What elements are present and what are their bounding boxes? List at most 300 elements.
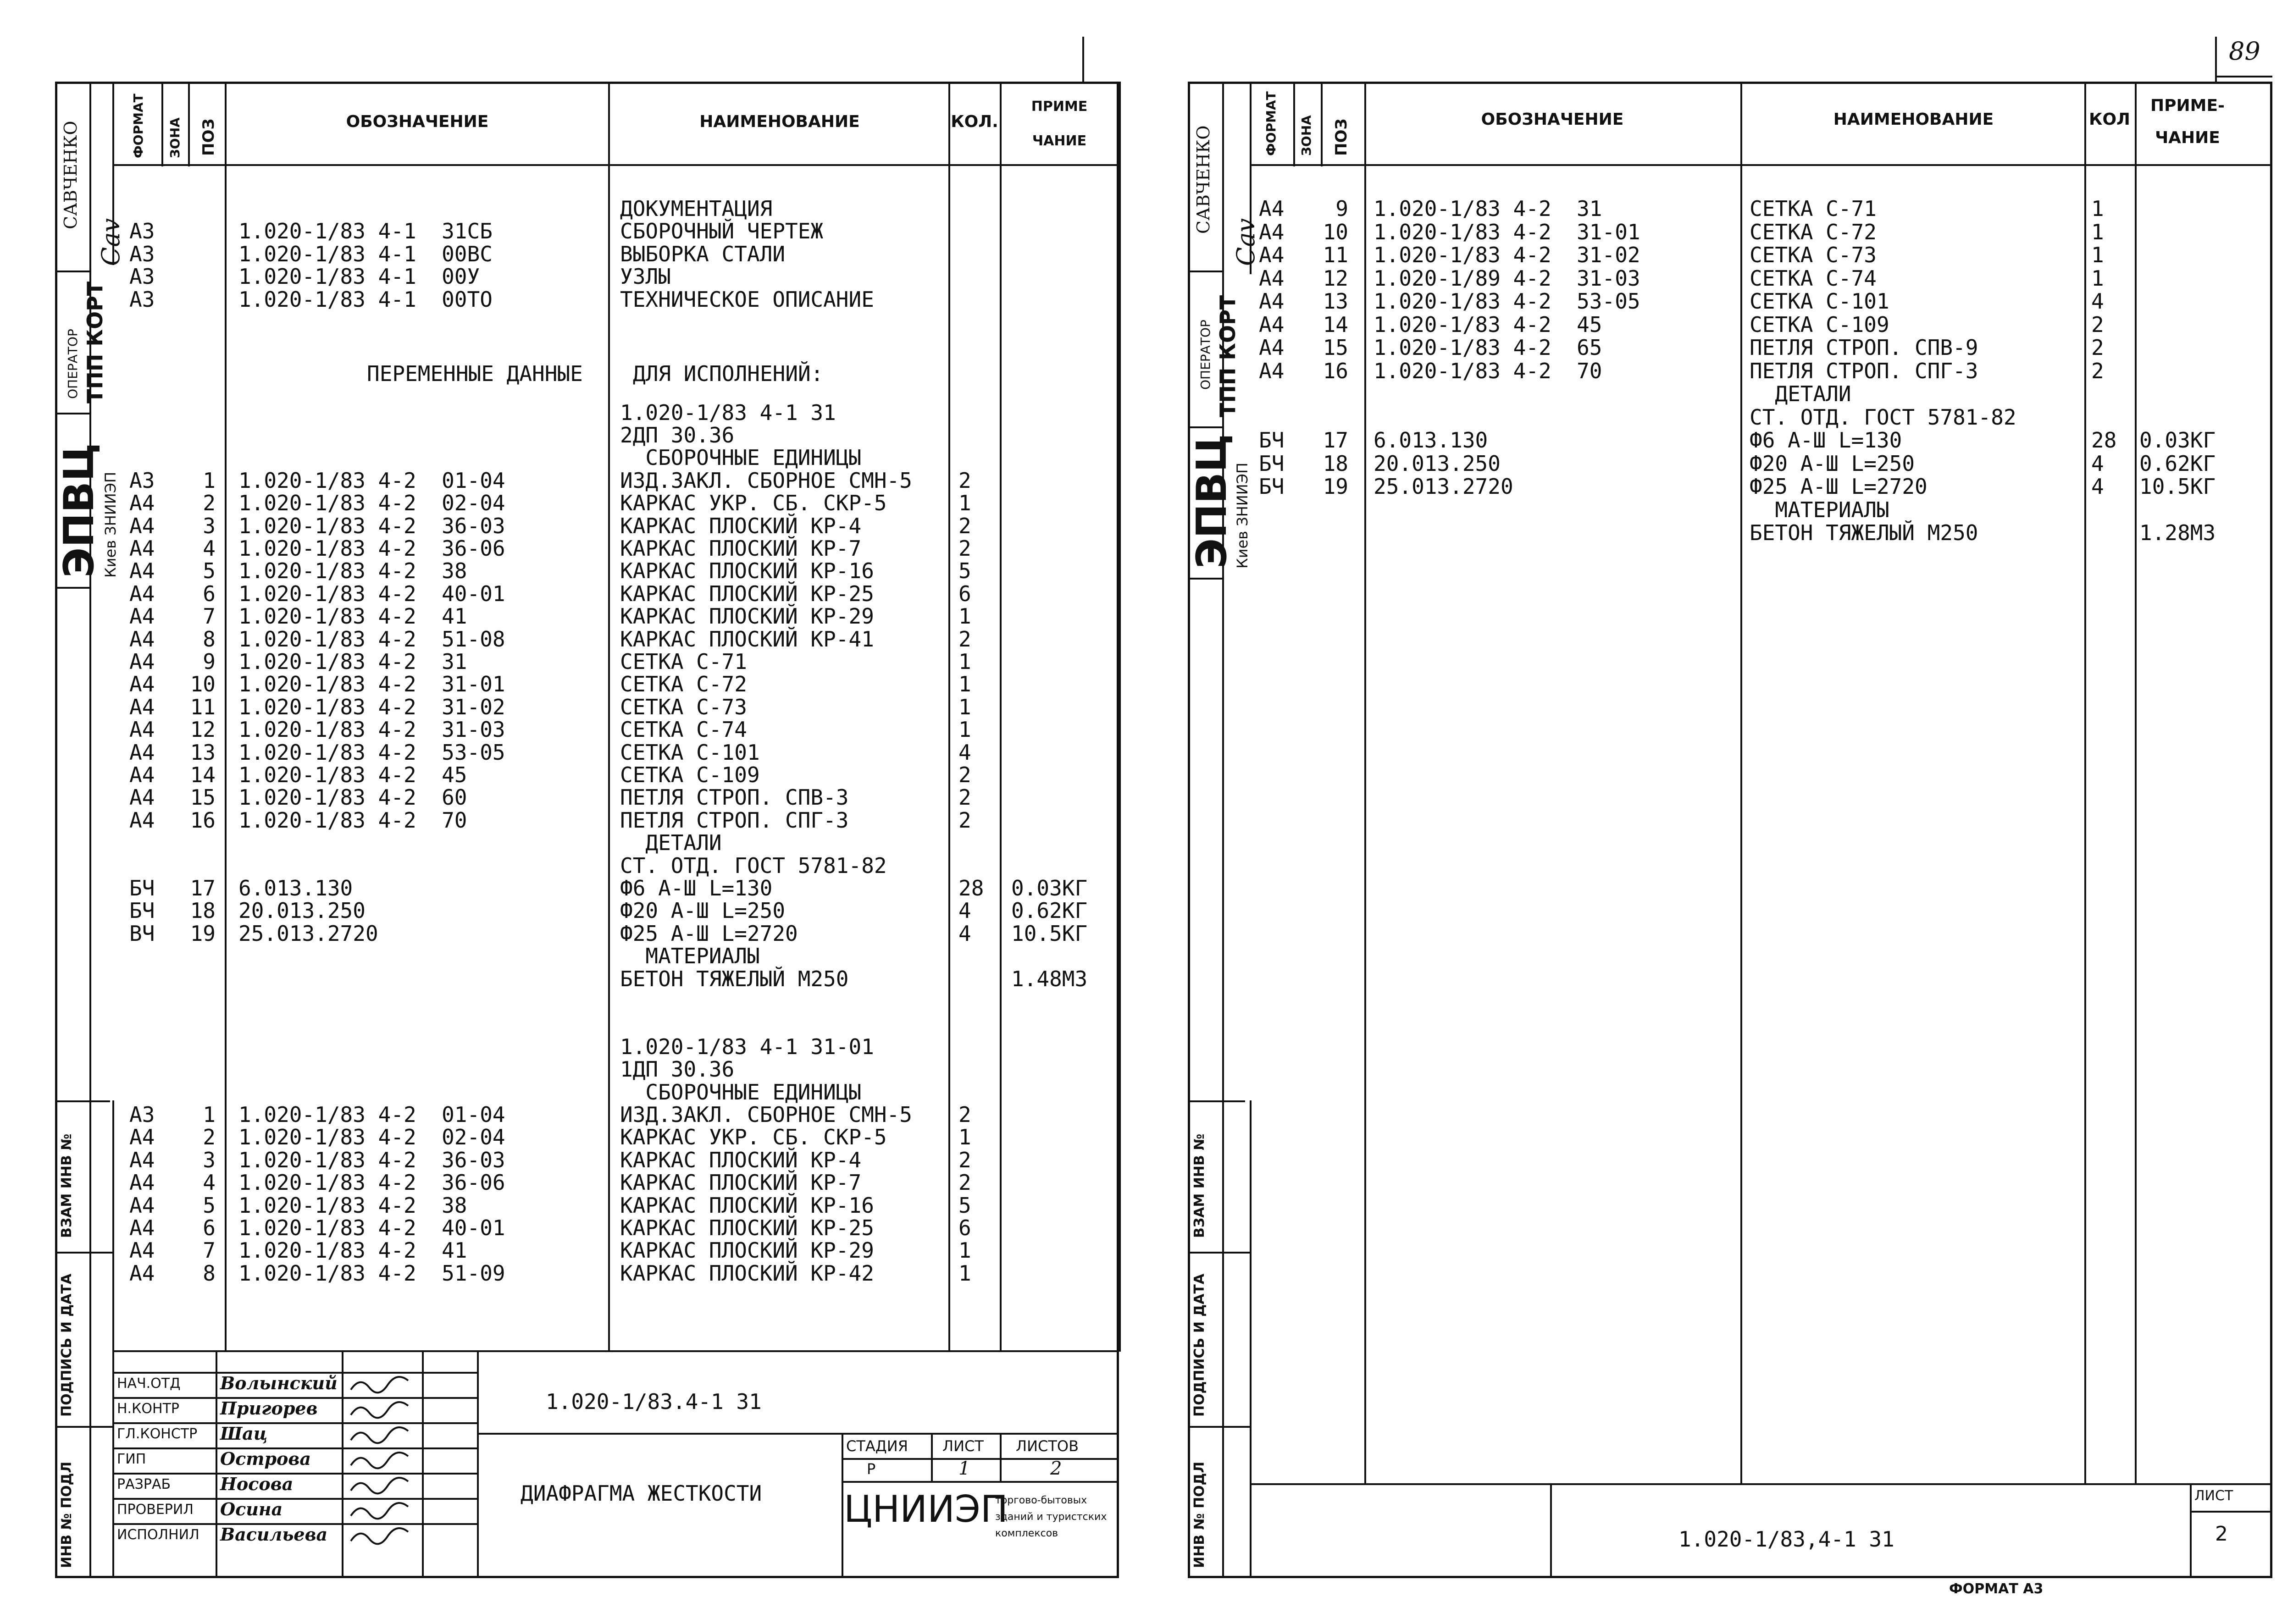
- row-qty: 2: [958, 536, 971, 561]
- row-qty: 28: [2091, 428, 2117, 453]
- footer-format: ФОРМАТ А3: [1949, 1581, 2044, 1597]
- stamp-tpp: ТПП КОРТ: [83, 281, 107, 403]
- tb-signature: [349, 1500, 413, 1523]
- row-pos: 7: [203, 1238, 216, 1263]
- row-format: А4: [129, 672, 155, 696]
- col-line: [948, 82, 950, 1352]
- row-format: А4: [1259, 196, 1285, 221]
- row-format: А4: [1259, 266, 1285, 291]
- page-number: 89: [2229, 37, 2260, 66]
- row-format: А4: [129, 740, 155, 765]
- row-qty: 28: [958, 876, 984, 900]
- row-pos: 19: [190, 921, 216, 946]
- row-pos: 1: [203, 468, 216, 493]
- row-pos: 17: [1323, 428, 1348, 453]
- tb-name: Острова: [220, 1448, 311, 1469]
- row-name: СБОРОЧНЫЕ ЕДИНИЦЫ: [620, 445, 862, 470]
- col-line: [2135, 82, 2137, 1485]
- row-pos: 16: [1323, 359, 1348, 383]
- tb-role: ИСПОЛНИЛ: [117, 1527, 199, 1543]
- row-name: ИЗД.ЗАКЛ. СБОРНОЕ СМН-5: [620, 1102, 912, 1127]
- tb-line: [842, 1481, 1119, 1483]
- right-side-line: [1188, 1252, 1250, 1254]
- row-format: А4: [129, 717, 155, 742]
- row-qty: 1: [2091, 220, 2104, 244]
- row-designation: 1.020-1/83 4-2 38: [238, 558, 467, 583]
- hdr-poz: ПОЗ: [1332, 118, 1351, 156]
- tb-name: Осина: [220, 1499, 283, 1519]
- row-pos: 18: [190, 898, 216, 923]
- row-name: Ф6 А-Ш L=130: [1750, 428, 1902, 453]
- row-name: СБОРОЧНЫЕ ЕДИНИЦЫ: [620, 1080, 862, 1105]
- row-qty: 4: [958, 921, 971, 946]
- hdr-format: ФОРМАТ: [131, 94, 146, 158]
- row-name: СБОРОЧНЫЙ ЧЕРТЕЖ: [620, 219, 824, 243]
- row-format: А4: [129, 558, 155, 583]
- row-designation: 1.020-1/83 4-2 70: [238, 808, 467, 833]
- row-pos: 3: [203, 1148, 216, 1172]
- hdr-note2: ЧАНИЕ: [2155, 128, 2220, 147]
- row-qty: 5: [958, 1193, 971, 1218]
- stamp-operator: ОПЕРАТОР: [1198, 320, 1213, 390]
- row-name: СЕТКА С-101: [1750, 289, 1889, 314]
- right-side-line: [1188, 1100, 1245, 1102]
- row-name: КАРКАС ПЛОСКИЙ КР-41: [620, 627, 874, 652]
- tb-role: ГЛ.КОНСТР: [117, 1426, 198, 1442]
- tb-line: [477, 1350, 479, 1578]
- row-pos: 9: [203, 649, 216, 674]
- variable-data-right: ДЛЯ ИСПОЛНЕНИЙ:: [633, 361, 824, 386]
- row-name: 1.020-1/83 4-1 31-01: [620, 1034, 874, 1059]
- row-format: А4: [129, 491, 155, 515]
- tb-line: [422, 1350, 424, 1578]
- row-format: БЧ: [129, 898, 155, 923]
- row-format: А4: [129, 1261, 155, 1286]
- tb-sheets: 2: [1050, 1458, 1062, 1479]
- row-designation: 1.020-1/83 4-2 53-05: [238, 740, 505, 765]
- row-format: А4: [1259, 335, 1285, 360]
- row-format: А4: [129, 695, 155, 719]
- right-top-line: [2215, 76, 2272, 77]
- row-format: ВЧ: [129, 921, 155, 946]
- row-format: А4: [1259, 359, 1285, 383]
- row-name: КАРКАС ПЛОСКИЙ КР-25: [620, 1215, 874, 1240]
- row-name: ИЗД.ЗАКЛ. СБОРНОЕ СМН-5: [620, 468, 912, 493]
- right-side-line: [1188, 1426, 1250, 1428]
- row-format: А3: [129, 1102, 155, 1127]
- row-note: 0.62КГ: [1011, 898, 1088, 923]
- row-designation: 1.020-1/83 4-2 36-06: [238, 536, 505, 561]
- row-name: СТ. ОТД. ГОСТ 5781-82: [620, 853, 887, 878]
- right-sheet-frame: [1188, 82, 2272, 1578]
- hdr-poz: ПОЗ: [199, 118, 218, 156]
- row-name: ПЕТЛЯ СТРОП. СПВ-9: [1750, 335, 1978, 360]
- tb-stage-label: СТАДИЯ: [846, 1437, 908, 1455]
- variable-data-left: ПЕРЕМЕННЫЕ ДАННЫЕ: [367, 361, 583, 386]
- row-designation: 1.020-1/83 4-2 36-03: [238, 1148, 505, 1172]
- row-note: 0.03КГ: [1011, 876, 1088, 900]
- tb-line: [477, 1433, 1119, 1435]
- row-qty: 6: [958, 1215, 971, 1240]
- hdr-name: НАИМЕНОВАНИЕ: [1833, 110, 1994, 129]
- left-stamp-line: [55, 271, 89, 272]
- row-name: ПЕТЛЯ СТРОП. СПГ-3: [1750, 359, 1978, 383]
- tb-name: Васильева: [220, 1524, 328, 1545]
- row-pos: 17: [190, 876, 216, 900]
- footer-code: 1.020-1/83,4-1 31: [1678, 1527, 1894, 1552]
- tb-name: Шац: [220, 1423, 268, 1444]
- row-format: А4: [129, 581, 155, 606]
- tb-role: РАЗРАБ: [117, 1476, 171, 1492]
- col-line: [1293, 82, 1295, 166]
- row-name: КАРКАС ПЛОСКИЙ КР-29: [620, 1238, 874, 1263]
- stamp-epvc: ЭПВЦ: [55, 443, 103, 578]
- col-line: [1000, 82, 1002, 1352]
- row-designation: 1.020-1/83 4-2 01-04: [238, 468, 505, 493]
- row-qty: 2: [958, 514, 971, 538]
- row-pos: 13: [1323, 289, 1348, 314]
- row-qty: 5: [958, 558, 971, 583]
- row-qty: 1: [958, 649, 971, 674]
- row-designation: 1.020-1/83 4-2 60: [238, 785, 467, 810]
- tb-role: НАЧ.ОТД: [117, 1375, 181, 1392]
- tb-org: ЦНИИЭП: [844, 1488, 1008, 1530]
- row-format: А4: [129, 514, 155, 538]
- row-designation: 6.013.130: [238, 876, 353, 900]
- row-format: А4: [129, 1193, 155, 1218]
- row-name: КАРКАС ПЛОСКИЙ КР-4: [620, 514, 862, 538]
- row-pos: 14: [190, 762, 216, 787]
- right-footer-line: [2190, 1483, 2192, 1578]
- footer-sheet-label: ЛИСТ: [2194, 1488, 2233, 1504]
- row-pos: 5: [203, 1193, 216, 1218]
- hdr-qty: КОЛ: [2089, 110, 2130, 129]
- row-name: ДЕТАЛИ: [620, 830, 722, 855]
- row-qty: 1: [958, 1261, 971, 1286]
- row-qty: 2: [958, 808, 971, 833]
- tb-line: [842, 1458, 1119, 1460]
- title-block-top: [112, 1350, 1119, 1352]
- row-name: КАРКАС ПЛОСКИЙ КР-42: [620, 1261, 874, 1286]
- left-side-line: [112, 1100, 114, 1578]
- row-name: СЕТКА С-74: [1750, 266, 1877, 291]
- row-designation: 1.020-1/83 4-2 31: [1374, 196, 1602, 221]
- row-name: СЕТКА С-73: [620, 695, 747, 719]
- row-qty: 4: [2091, 289, 2104, 314]
- row-format: А4: [129, 1125, 155, 1149]
- row-pos: 12: [1323, 266, 1348, 291]
- row-designation: 1.020-1/83 4-2 36-03: [238, 514, 505, 538]
- row-pos: 4: [203, 1170, 216, 1195]
- row-pos: 6: [203, 1215, 216, 1240]
- row-qty: 2: [958, 627, 971, 652]
- row-name: Ф25 А-Ш L=2720: [620, 921, 798, 946]
- hdr-format: ФОРМАТ: [1263, 91, 1279, 156]
- row-designation: 25.013.2720: [1374, 474, 1513, 499]
- tb-name: Носова: [220, 1474, 294, 1494]
- row-qty: 2: [958, 1170, 971, 1195]
- right-stamp-line: [1188, 426, 1222, 428]
- row-name: Ф25 А-Ш L=2720: [1750, 474, 1927, 499]
- row-designation: 1.020-1/83 4-2 36-06: [238, 1170, 505, 1195]
- hdr-zona: ЗОНА: [1299, 115, 1314, 156]
- tb-signature: [349, 1424, 413, 1447]
- col-line: [1321, 82, 1323, 166]
- row-name: СЕТКА С-109: [620, 762, 760, 787]
- tb-signature: [349, 1475, 413, 1497]
- tb-sheets-label: ЛИСТОВ: [1016, 1437, 1079, 1455]
- row-designation: 1.020-1/83 4-2 40-01: [238, 1215, 505, 1240]
- row-format: А4: [129, 1215, 155, 1240]
- row-format: А4: [129, 1148, 155, 1172]
- row-pos: 9: [1335, 196, 1348, 221]
- row-designation: 20.013.250: [238, 898, 366, 923]
- row-format: БЧ: [1259, 428, 1285, 453]
- row-designation: 1.020-1/83 4-2 45: [238, 762, 467, 787]
- row-name: БЕТОН ТЯЖЕЛЫЙ М250: [620, 967, 849, 991]
- row-qty: 1: [2091, 266, 2104, 291]
- row-designation: 1.020-1/83 4-2 45: [1374, 312, 1602, 337]
- row-format: А3: [129, 468, 155, 493]
- row-designation: 1.020-1/83 4-2 31: [238, 649, 467, 674]
- col-line: [161, 82, 163, 166]
- row-format: А4: [129, 627, 155, 652]
- row-designation: 1.020-1/83 4-1 00У: [238, 264, 480, 289]
- row-name: УЗЛЫ: [620, 264, 671, 289]
- row-format: БЧ: [1259, 474, 1285, 499]
- row-note: 1.48М3: [1011, 967, 1088, 991]
- row-designation: 1.020-1/83 4-1 00ТО: [238, 287, 493, 312]
- row-format: А4: [129, 785, 155, 810]
- row-designation: 1.020-1/83 4-2 70: [1374, 359, 1602, 383]
- row-pos: 12: [190, 717, 216, 742]
- row-designation: 1.020-1/83 4-2 51-08: [238, 627, 505, 652]
- row-format: А4: [1259, 312, 1285, 337]
- tb-role: ПРОВЕРИЛ: [117, 1502, 194, 1518]
- hdr-name: НАИМЕНОВАНИЕ: [699, 112, 860, 131]
- row-name: Ф6 А-Ш L=130: [620, 876, 773, 900]
- row-designation: 20.013.250: [1374, 451, 1501, 476]
- hdr-note1: ПРИМЕ-: [2150, 96, 2225, 115]
- row-qty: 2: [958, 1102, 971, 1127]
- stamp-signature: Сav: [96, 218, 125, 266]
- stamp-signature: Сav: [1231, 218, 1260, 266]
- row-designation: 1.020-1/83 4-2 31-01: [1374, 220, 1640, 244]
- row-name: Ф20 А-Ш L=250: [1750, 451, 1915, 476]
- row-qty: 1: [2091, 196, 2104, 221]
- row-designation: 1.020-1/83 4-2 02-04: [238, 491, 505, 515]
- row-format: А4: [1259, 243, 1285, 267]
- tb-sheet-label: ЛИСТ: [942, 1437, 984, 1455]
- tb-row-line: [112, 1422, 477, 1424]
- row-format: А4: [129, 536, 155, 561]
- row-format: А4: [129, 649, 155, 674]
- row-name: 1.020-1/83 4-1 31: [620, 400, 836, 425]
- row-qty: 2: [958, 468, 971, 493]
- row-designation: 1.020-1/83 4-2 31-01: [238, 672, 505, 696]
- right-side-line: [1250, 1100, 1252, 1578]
- stamp-surname: САВЧЕНКО: [61, 121, 81, 229]
- stamp-operator: ОПЕРАТОР: [65, 329, 80, 399]
- tb-signature: [349, 1374, 413, 1397]
- col-line: [188, 82, 190, 166]
- row-designation: 1.020-1/83 4-2 01-04: [238, 1102, 505, 1127]
- row-qty: 1: [958, 672, 971, 696]
- row-name: СЕТКА С-71: [620, 649, 747, 674]
- col-line: [225, 82, 227, 1352]
- row-name: КАРКАС УКР. СБ. СКР-5: [620, 491, 887, 515]
- tb-line: [216, 1350, 217, 1578]
- left-side-line: [55, 1252, 112, 1254]
- row-designation: 1.020-1/83 4-2 31-03: [238, 717, 505, 742]
- row-pos: 3: [203, 514, 216, 538]
- row-designation: 1.020-1/83 4-2 38: [238, 1193, 467, 1218]
- right-footer-top: [1250, 1483, 2272, 1485]
- row-name: СЕТКА С-109: [1750, 312, 1889, 337]
- col-line: [1364, 82, 1366, 1485]
- row-qty: 4: [958, 898, 971, 923]
- row-designation: 1.020-1/83 4-2 31-02: [1374, 243, 1640, 267]
- row-note: 10.5КГ: [1011, 921, 1088, 946]
- row-name: МАТЕРИАЛЫ: [620, 944, 760, 968]
- row-name: КАРКАС УКР. СБ. СКР-5: [620, 1125, 887, 1149]
- row-pos: 6: [203, 581, 216, 606]
- hdr-qty: КОЛ.: [951, 112, 998, 131]
- row-note: 0.62КГ: [2139, 451, 2216, 476]
- row-name: МАТЕРИАЛЫ: [1750, 497, 1889, 522]
- right-header-line: [1250, 164, 2272, 166]
- row-name: КАРКАС ПЛОСКИЙ КР-7: [620, 536, 862, 561]
- side-inv: ИНВ № ПОДЛ: [1191, 1461, 1207, 1568]
- row-format: А4: [129, 1170, 155, 1195]
- right-footer-line: [1550, 1483, 1552, 1578]
- row-name: ТЕХНИЧЕСКОЕ ОПИСАНИЕ: [620, 287, 874, 312]
- tb-line: [342, 1350, 343, 1578]
- tb-name: Пригорев: [220, 1398, 318, 1419]
- row-pos: 1: [203, 1102, 216, 1127]
- row-format: БЧ: [1259, 451, 1285, 476]
- left-side-line: [55, 1100, 110, 1102]
- row-qty: 1: [958, 717, 971, 742]
- row-qty: 4: [2091, 474, 2104, 499]
- row-name: КАРКАС ПЛОСКИЙ КР-25: [620, 581, 874, 606]
- row-pos: 14: [1323, 312, 1348, 337]
- row-designation: 1.020-1/89 4-2 31-03: [1374, 266, 1640, 291]
- row-pos: 13: [190, 740, 216, 765]
- tb-line: [931, 1433, 933, 1481]
- row-designation: 1.020-1/83 4-1 31СБ: [238, 219, 493, 243]
- row-qty: 4: [2091, 451, 2104, 476]
- right-stamp-line: [1188, 271, 1222, 272]
- col-line: [1119, 82, 1121, 1352]
- row-name: СЕТКА С-74: [620, 717, 747, 742]
- row-name: СЕТКА С-101: [620, 740, 760, 765]
- row-designation: 1.020-1/83 4-2 31-02: [238, 695, 505, 719]
- side-podpis: ПОДПИСЬ И ДАТА: [1191, 1273, 1207, 1417]
- row-qty: 2: [958, 1148, 971, 1172]
- left-stamp-line: [55, 413, 89, 414]
- hdr-note2: ЧАНИЕ: [1032, 133, 1087, 149]
- row-designation: 1.020-1/83 4-1 00ВС: [238, 242, 493, 266]
- row-designation: 25.013.2720: [238, 921, 378, 946]
- row-name: СЕТКА С-71: [1750, 196, 1877, 221]
- row-name: БЕТОН ТЯЖЕЛЫЙ М250: [1750, 520, 1978, 545]
- row-format: А3: [129, 287, 155, 312]
- side-inv: ИНВ № ПОДЛ: [59, 1461, 75, 1568]
- row-designation: 1.020-1/83 4-2 41: [238, 1238, 467, 1263]
- tb-sheet: 1: [958, 1458, 970, 1479]
- row-pos: 8: [203, 1261, 216, 1286]
- row-pos: 4: [203, 536, 216, 561]
- row-name: СЕТКА С-73: [1750, 243, 1877, 267]
- row-pos: 16: [190, 808, 216, 833]
- row-qty: 1: [958, 1238, 971, 1263]
- row-note: 0.03КГ: [2139, 428, 2216, 453]
- row-name: ПЕТЛЯ СТРОП. СПВ-3: [620, 785, 849, 810]
- row-name: 2ДП 30.36: [620, 423, 735, 447]
- footer-sheet: 2: [2215, 1522, 2228, 1546]
- row-pos: 5: [203, 558, 216, 583]
- row-qty: 2: [2091, 359, 2104, 383]
- tb-signature: [349, 1449, 413, 1472]
- tb-row-line: [112, 1473, 477, 1475]
- row-pos: 11: [190, 695, 216, 719]
- tb-stage: Р: [867, 1460, 876, 1478]
- col-line: [608, 82, 610, 1352]
- left-header-line: [112, 164, 1119, 166]
- tb-signature: [349, 1525, 413, 1548]
- row-qty: 2: [958, 785, 971, 810]
- left-top-tick: [1082, 37, 1084, 83]
- row-format: А4: [129, 762, 155, 787]
- stamp-surname: САВЧЕНКО: [1193, 125, 1213, 234]
- row-qty: 2: [2091, 335, 2104, 360]
- side-vzam: ВЗАМ ИНВ №: [59, 1133, 75, 1238]
- row-name: СЕТКА С-72: [1750, 220, 1877, 244]
- row-name: КАРКАС ПЛОСКИЙ КР-4: [620, 1148, 862, 1172]
- row-qty: 1: [958, 1125, 971, 1149]
- tb-code: 1.020-1/83.4-1 31: [546, 1389, 762, 1414]
- row-format: А4: [1259, 220, 1285, 244]
- row-qty: 4: [958, 740, 971, 765]
- row-designation: 1.020-1/83 4-2 51-09: [238, 1261, 505, 1286]
- row-name: СТ. ОТД. ГОСТ 5781-82: [1750, 405, 2016, 430]
- tb-row-line: [112, 1498, 477, 1500]
- tb-signature: [349, 1399, 413, 1422]
- row-pos: 8: [203, 627, 216, 652]
- row-name: 1ДП 30.36: [620, 1057, 735, 1082]
- row-name: КАРКАС ПЛОСКИЙ КР-16: [620, 558, 874, 583]
- tb-title: ДИАФРАГМА ЖЕСТКОСТИ: [521, 1481, 762, 1506]
- row-pos: 15: [190, 785, 216, 810]
- row-format: А3: [129, 242, 155, 266]
- row-pos: 10: [190, 672, 216, 696]
- row-name: Ф20 А-Ш L=250: [620, 898, 786, 923]
- row-name: КАРКАС ПЛОСКИЙ КР-29: [620, 604, 874, 629]
- row-format: А4: [1259, 289, 1285, 314]
- row-pos: 11: [1323, 243, 1348, 267]
- row-qty: 2: [2091, 312, 2104, 337]
- row-qty: 2: [958, 762, 971, 787]
- row-pos: 15: [1323, 335, 1348, 360]
- row-format: А4: [129, 604, 155, 629]
- side-vzam: ВЗАМ ИНВ №: [1191, 1133, 1207, 1238]
- row-name: КАРКАС ПЛОСКИЙ КР-7: [620, 1170, 862, 1195]
- row-format: А4: [129, 808, 155, 833]
- hdr-designation: ОБОЗНАЧЕНИЕ: [346, 112, 489, 131]
- stamp-epvc: ЭПВЦ: [1188, 434, 1236, 569]
- row-format: А4: [129, 1238, 155, 1263]
